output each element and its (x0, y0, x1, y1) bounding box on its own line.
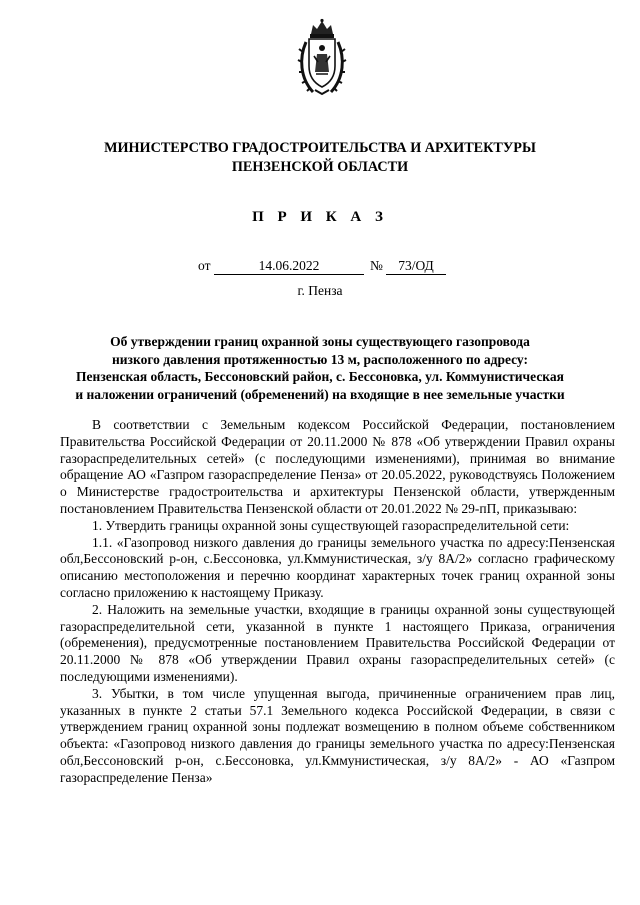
ministry-name (60, 139, 580, 177)
document-type-title: П Р И К А З (252, 209, 388, 225)
body-paragraph-3: 1.1. «Газопровод низкого давления до границы земельного участка по адресу:Пензенская обл,Бессоновский р-он, с.Бессоновка, ул.Кммунистическая, з/у 8А/2» согласно графическому описанию местоположения и перечню координат характерных точек границ охранной зоны согласно приложению к настоящему Приказу. (60, 534, 615, 600)
heading-line4: и наложении ограничений (обременений) на входящие в нее земельные участки (75, 386, 565, 402)
document-date: 14.06.2022 (214, 258, 364, 275)
ministry-name-line1: МИНИСТЕРСТВО ГРАДОСТРОИТЕЛЬСТВА И АРХИТЕКТУРЫ (104, 140, 536, 156)
heading-line2: низкого давления протяженностью 13 м, расположенного по адресу: (112, 351, 528, 367)
document-date-line (0, 258, 640, 278)
date-prefix: от (198, 258, 211, 273)
city-name: г. Пенза (297, 283, 343, 298)
number-prefix: № (370, 258, 383, 273)
heading-line1: Об утверждении границ охранной зоны существующего газопровода (110, 334, 530, 349)
body-paragraph-5: 3. Убытки, в том числе упущенная выгода, причиненные ограничением прав лиц, указанных в пункте 2 статьи 57.1 Земельного кодекса Российской Федерации, в связи с утверждением границ охранной зоны подлежат возмещению в полном объеме собственником объекта: «Газопровод низкого давления до границы земельного участка по адресу:Пензенская обл,Бессоновский р-он, с.Бессоновка, ул.Кммунистическая, з/у 8А/2» - АО «Газпром газораспределение Пенза» (60, 685, 615, 785)
body-paragraph-1: В соответствии с Земельным кодексом Российской Федерации, постановлением Правительства Российской Федерации от 20.11.2000 № 878 «Об утверждении Правил охраны газораспределительных сетей» (с последующими изменениями), принимая во внимание обращение АО «Газпром газораспределение Пенза» от 20.05.2022, руководствуясь Положением о Министерстве градостроительства и архитектуры Пензенской области, утвержденным постановлением Правительства Пензенской области от 20.01.2022 № 29-пП, приказываю: (60, 417, 615, 516)
coat-of-arms-emblem (297, 18, 347, 96)
document-heading (58, 333, 582, 403)
heading-line3: Пензенская область, Бессоновский район, с. Бессоновка, ул. Коммунистическая (76, 369, 564, 384)
document-number: 73/ОД (386, 258, 446, 275)
body-paragraph-4: 2. Наложить на земельные участки, входящие в границы охранной зоны существующей газораспределительной сети, указанной в пункте 1 настоящего Приказа, ограничения (обременения), предусмотренные постановлением Правительства Российской Федерации от 20.11.2000 № 878 «Об утверждении Правил охраны газораспределительных сетей» (с последующими изменениями). (60, 601, 615, 684)
ministry-name-line2: ПЕНЗЕНСКОЙ ОБЛАСТИ (231, 159, 409, 175)
document-body (60, 417, 615, 787)
body-paragraph-2: 1. Утвердить границы охранной зоны существующей газораспределительной сети: (92, 517, 570, 533)
